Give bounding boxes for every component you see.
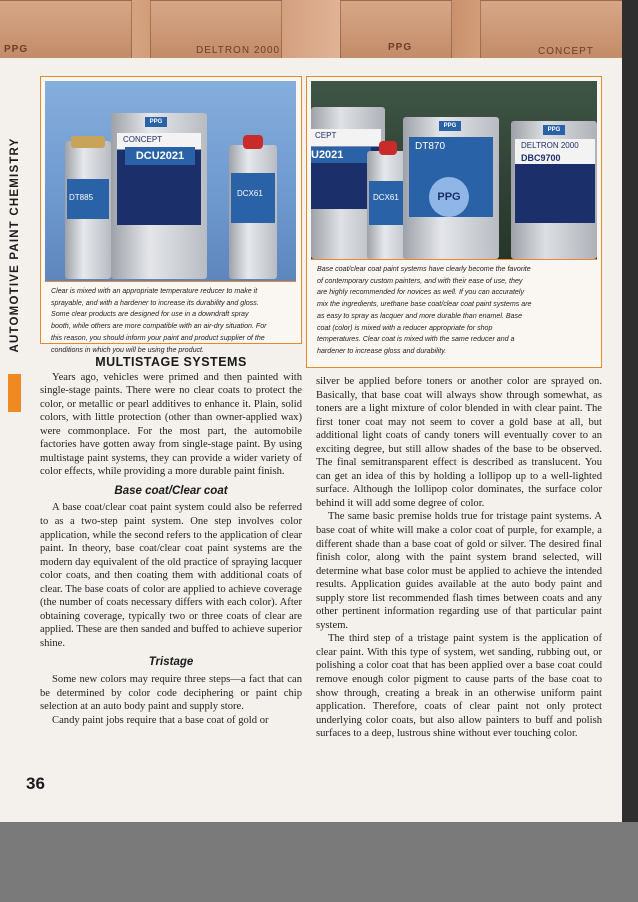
banner-text-deltron: DELTRON 2000 bbox=[196, 45, 281, 56]
paragraph: The third step of a tristage paint system is the application of clear paint. With this type of system, wet sanding, rubbing out, or polishing a color coat that has been applied over a base coat could remove enough color pigment to cause parts of the base coat to show through, creating a break in an otherwise uniform paint application. Therefore, coats of clear paint not only protect underlying color coats, but also allow painters to buff and polish surfaces to a deep, lustrous shine without ever touching color. bbox=[316, 633, 602, 740]
banner-text-concept: CONCEPT bbox=[538, 46, 594, 57]
u2021-label: U2021 bbox=[311, 147, 371, 163]
banner-logo: PPG bbox=[4, 44, 29, 55]
dt885-label: DT885 bbox=[69, 193, 94, 202]
right-figure-caption bbox=[317, 264, 597, 358]
divider bbox=[311, 259, 597, 260]
caption-line: sprayable, and with a hardener to increase its durability and gloss. bbox=[51, 298, 259, 307]
caption-line: are highly recommended for novices as well. If you can accurately bbox=[317, 288, 525, 297]
caption-line: as easy to spray as lacquer and more durable than enamel. Base bbox=[317, 311, 523, 320]
left-text-column bbox=[40, 356, 302, 727]
top-banner-photo bbox=[0, 0, 622, 58]
dcx61-label: DCX61 bbox=[237, 189, 263, 198]
deltron-brand: DELTRON 2000 bbox=[521, 141, 579, 150]
caption-line: of contemporary custom painters, and with their ease of use, they bbox=[317, 276, 523, 285]
red-cap bbox=[243, 135, 263, 149]
paragraph: Years ago, vehicles were primed and then painted with single-stage paints. There were no clear coats to protect the color, or metallic or pearl additives to enhance it. Plain, solid colors, with little protection (other than owner-applied wax) were commonplace. For the most part, the automobile factories have gotten away from single-stage paint. By using multistage paint systems, they can provide a wider variety of color effects, while providing a more durable paint finish. bbox=[40, 371, 302, 478]
caption-line: this reason, you should inform your paint and product supplier of the bbox=[51, 333, 265, 342]
dcx61-label: DCX61 bbox=[373, 193, 399, 202]
small-can-label bbox=[231, 173, 275, 223]
caption-line: Clear is mixed with an appropriate temperature reducer to make it bbox=[51, 287, 258, 295]
caption-line: Some clear products are designed for use in a downdraft spray bbox=[51, 310, 249, 319]
ppg-logo: PPG bbox=[145, 117, 167, 127]
caption-line: temperatures. Clear coat is mixed with the same reducer and a bbox=[317, 335, 515, 344]
chapter-title: AUTOMOTIVE PAINT CHEMISTRY bbox=[9, 137, 21, 353]
chapter-side-tab bbox=[4, 115, 26, 375]
paragraph: The same basic premise holds true for tristage paint systems. A base coat of white will make a color coat of purple, for example, a different shade than a base coat of gold or silver. The desired final finish color, along with the paint system brand selected, will determine what base color must be applied to achieve the intended results. Application guides available at the auto body paint and supply store list recommended flash times between coats and any other pertinent information regarding use of that particular paint system. bbox=[316, 511, 602, 631]
right-figure bbox=[306, 76, 602, 368]
section-heading: MULTISTAGE SYSTEMS bbox=[95, 355, 247, 369]
dbc9700-label: DBC9700 bbox=[521, 153, 561, 163]
caption-line: booth, while others are more compatible with an air-dry situation. For bbox=[51, 322, 267, 331]
ppg-circle-logo: PPG bbox=[429, 177, 469, 217]
book-gutter-shadow bbox=[622, 0, 638, 902]
banner-logo: PPG bbox=[388, 42, 413, 53]
dt870-label: DT870 bbox=[415, 141, 446, 152]
caption-line: hardener to increase gloss and durability. bbox=[317, 346, 447, 355]
ppg-logo: PPG bbox=[543, 125, 565, 135]
subsection-heading: Tristage bbox=[148, 656, 194, 669]
page-number: 36 bbox=[26, 774, 45, 793]
caption-line: conditions in which you will be using the product. bbox=[51, 345, 204, 354]
paragraph: A base coat/clear coat paint system could also be referred to as a two-step paint system. One step involves color application, while the second refers to the application of clear paint. In theory, base coat/clear coat paint systems are the modern day equivalent of the old practice of spraying lacquer color coats, and then coating them with additional coats of clear. The base coats of color are applied to achieve coverage (the number of coats necessary differs with each color). After obtaining coverage, typically two or three coats of clear are applied. These are then sanded and buffed to achieve superior shine. bbox=[40, 502, 302, 649]
caption-line: mix the ingredients, urethane base coat/clear coat paint systems are bbox=[317, 300, 532, 309]
paragraph: Candy paint jobs require that a base coat of gold or bbox=[52, 714, 269, 726]
red-cap bbox=[379, 141, 397, 155]
concept-brand: CONCEPT bbox=[123, 135, 163, 144]
dcu-product-label: DCU2021 bbox=[125, 147, 195, 165]
concept-brand: CEPT bbox=[315, 131, 337, 140]
right-text-column bbox=[316, 375, 602, 741]
right-can-label bbox=[515, 139, 595, 223]
right-photo bbox=[311, 81, 597, 259]
ppg-logo: PPG bbox=[439, 121, 461, 131]
paragraph: silver be applied before toners or another color are sprayed on. Basically, that base coat will always show through somewhat, as toners are a light mixture of color blended in with clear paint. The first toner coat may not seem to cover a gold base at all, but additional light coats of candy toners will eventually cover to an exciting degree, but still allow shades of the base to be observed. The final semitransparent effect is described as translucent. You can get an idea of this by holding a lollipop up to a well-lighted surface. Although the lollipop color dominates, the surface color behind it will add some degree of color. bbox=[316, 376, 602, 509]
caption-line: Base coat/clear coat paint systems have clearly become the favorite bbox=[317, 265, 531, 273]
left-figure-caption bbox=[51, 286, 295, 356]
subsection-heading: Base coat/Clear coat bbox=[114, 484, 228, 497]
paragraph: Some new colors may require three steps—a fact that can be determined by color code deciphering or paint chip selection at an auto body paint and supply store. bbox=[40, 674, 302, 713]
divider bbox=[45, 281, 296, 282]
caption-line: coat (color) is mixed with a reducer appropriate for shop bbox=[317, 323, 493, 332]
left-photo bbox=[45, 81, 296, 281]
scan-background bbox=[0, 822, 638, 902]
chapter-tab-marker bbox=[8, 374, 21, 412]
can-cap bbox=[71, 136, 105, 148]
left-figure bbox=[40, 76, 302, 354]
